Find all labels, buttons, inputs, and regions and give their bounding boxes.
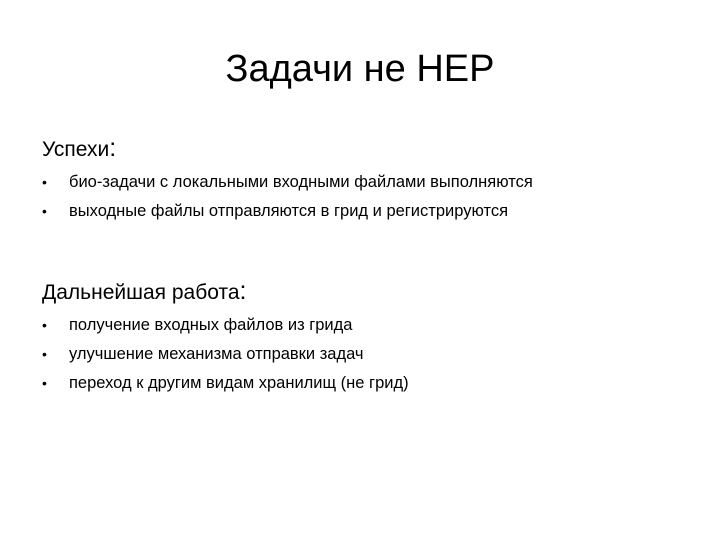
section-heading-text: Дальнейшая работа <box>42 281 240 304</box>
section-heading-colon: : <box>109 134 117 162</box>
bullet-icon: • <box>42 174 47 190</box>
list-item-text: улучшение механизма отправки задач <box>69 345 364 363</box>
list-item-text: био-задачи с локальными входными файлами выполняются <box>69 173 533 191</box>
bullet-icon: • <box>42 317 47 333</box>
section-heading-text: Успехи <box>42 138 110 161</box>
successes-list <box>42 168 533 226</box>
bullet-icon: • <box>42 375 47 391</box>
list-item <box>42 197 533 226</box>
slide-title: Задачи не HEP <box>225 48 495 90</box>
list-item-text: переход к другим видам хранилищ (не грид) <box>69 374 409 392</box>
bullet-icon: • <box>42 346 47 362</box>
bullet-icon: • <box>42 203 47 219</box>
section-heading-further-work <box>42 277 246 307</box>
list-item-text: выходные файлы отправляются в грид и регистрируются <box>69 202 509 220</box>
list-item <box>42 168 533 197</box>
list-item-text: получение входных файлов из грида <box>69 316 353 334</box>
list-item <box>42 311 409 340</box>
section-heading-successes <box>42 134 116 164</box>
section-heading-colon: : <box>239 277 247 305</box>
further-work-list <box>42 311 409 398</box>
list-item <box>42 369 409 398</box>
list-item <box>42 340 409 369</box>
